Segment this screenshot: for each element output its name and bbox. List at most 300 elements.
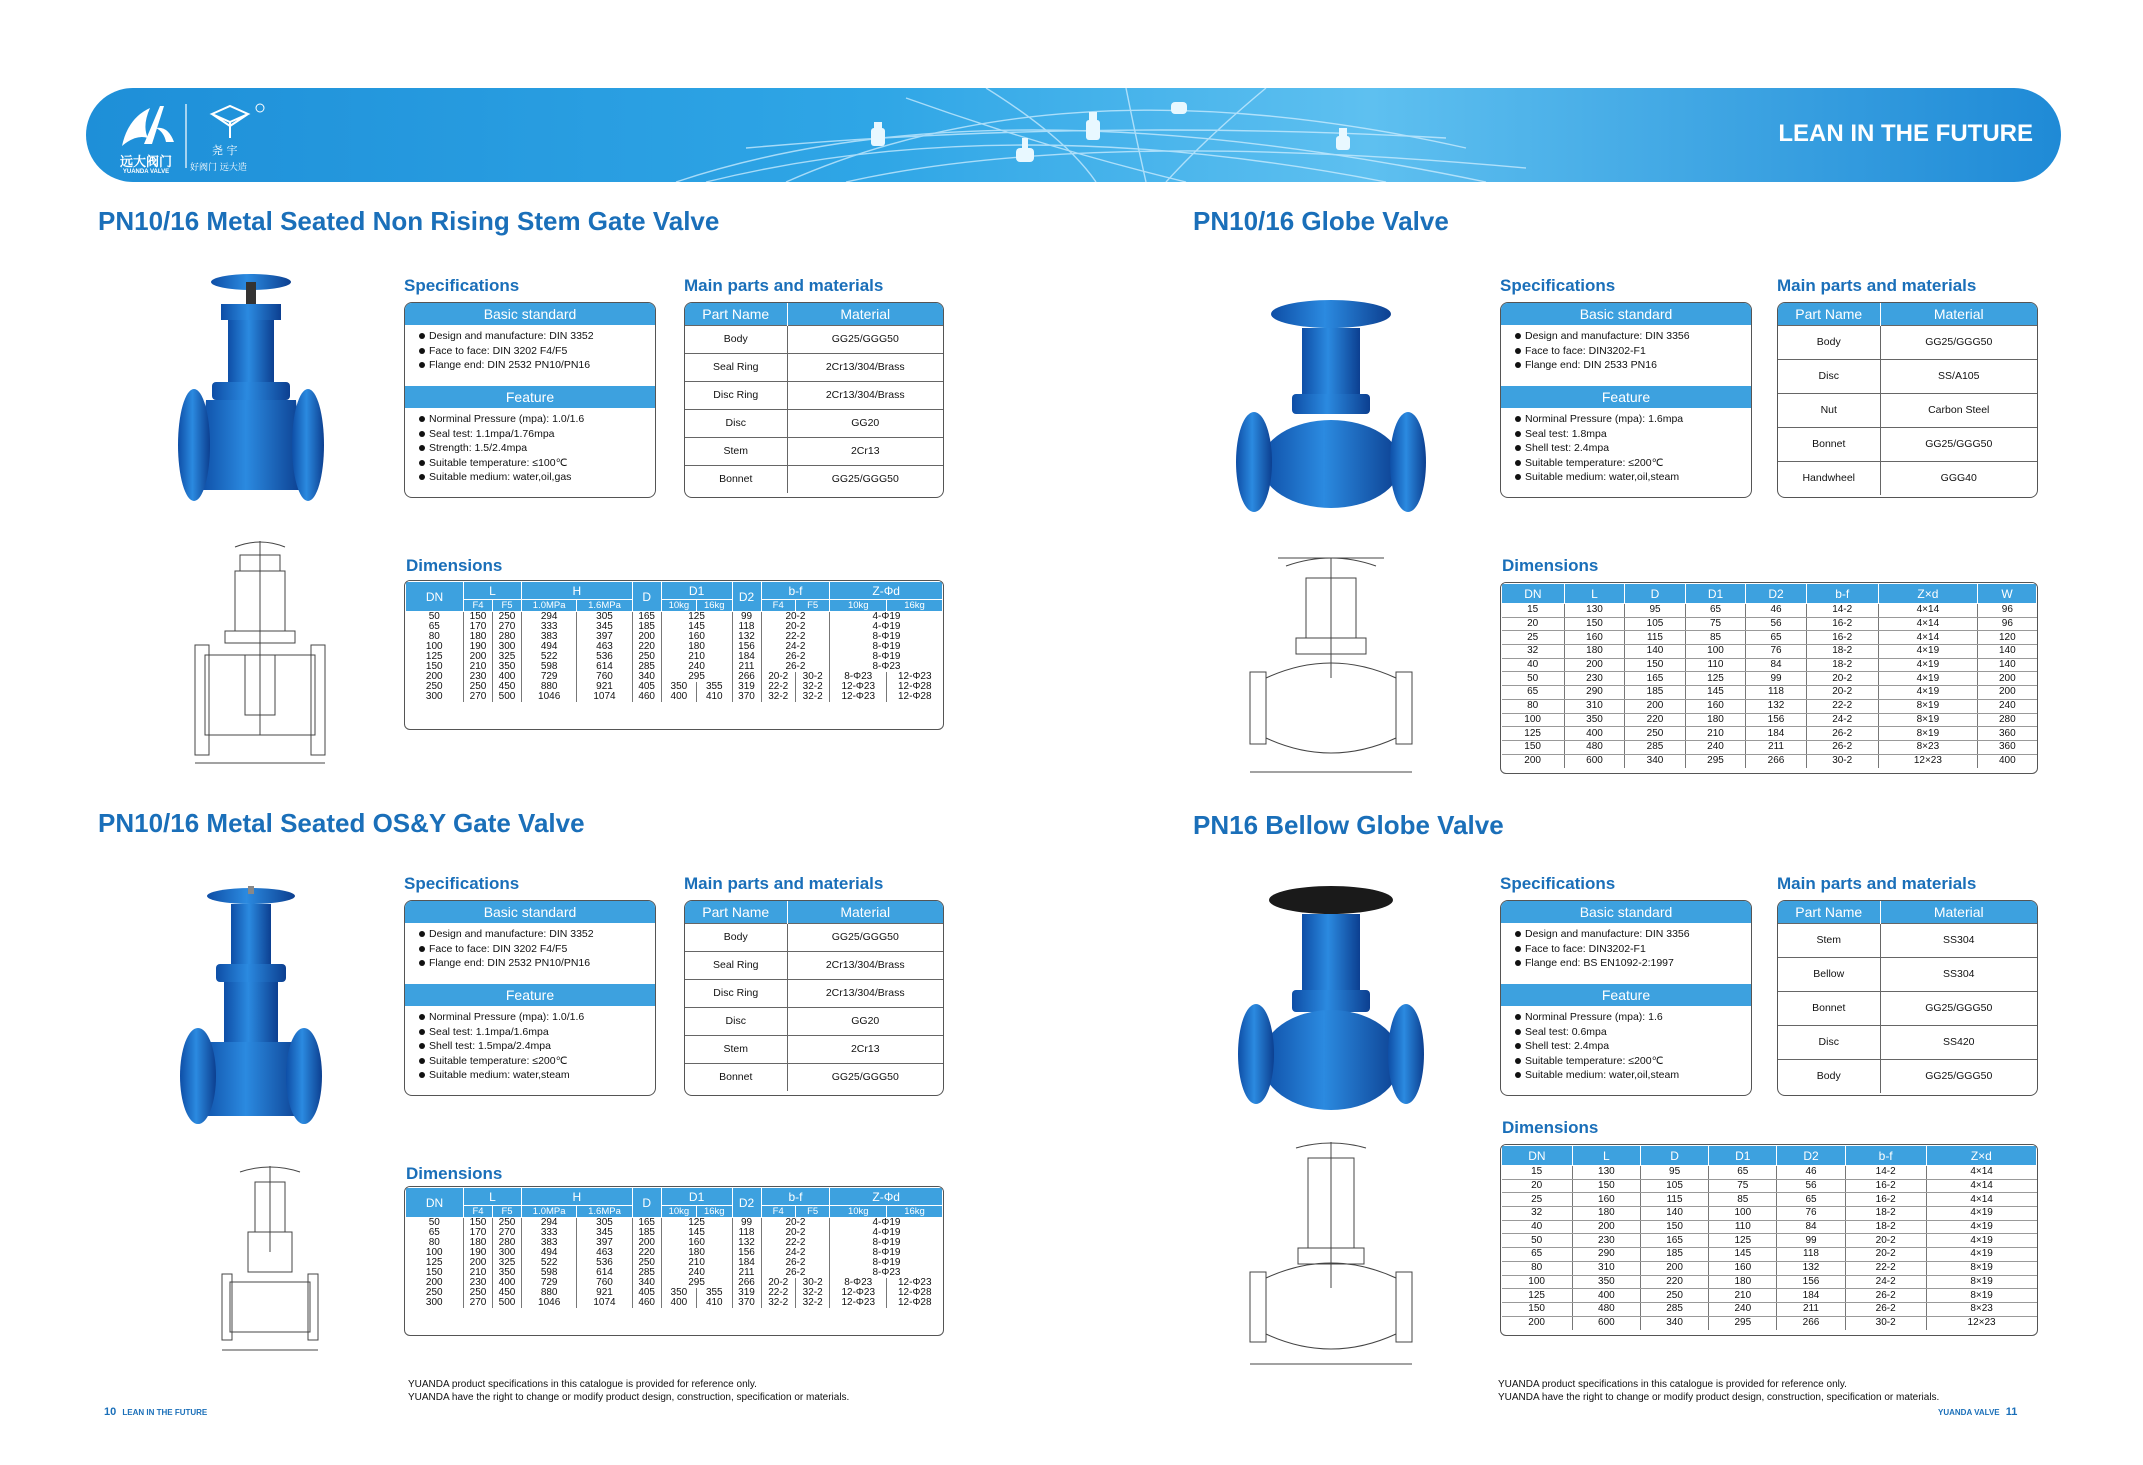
cell: 190 xyxy=(464,1248,493,1258)
basic-standard-header: Basic standard xyxy=(1501,901,1751,923)
part-material: 2Cr13 xyxy=(787,1035,943,1063)
cell: 125 xyxy=(1502,727,1565,741)
part-name: Bonnet xyxy=(685,465,787,493)
subcol: 1.6MPa xyxy=(577,600,632,612)
cell: 294 xyxy=(522,1218,577,1229)
cell: 99 xyxy=(1746,672,1807,686)
col-dn: DN xyxy=(406,1188,464,1218)
disclaimer-line: YUANDA have the right to change or modify product design, construction, specification or materials. xyxy=(1498,1392,1940,1403)
globe-parts-table xyxy=(1777,302,2038,498)
cell: 156 xyxy=(732,642,761,652)
cell: 211 xyxy=(732,1268,761,1278)
col-material: Material xyxy=(1880,303,2037,325)
cell: 26-2 xyxy=(1845,1289,1926,1303)
banner-slogan: LEAN IN THE FUTURE xyxy=(1778,120,2033,147)
col-part-name: Part Name xyxy=(1778,901,1880,923)
cell: 270 xyxy=(464,692,493,702)
cell: 32 xyxy=(1502,1207,1573,1221)
cell: 345 xyxy=(577,1228,632,1238)
cell: 729 xyxy=(522,1278,577,1288)
col-header: D xyxy=(1625,584,1686,604)
part-material: SS/A105 xyxy=(1880,359,2037,393)
cell: 65 xyxy=(428,1227,440,1238)
subcol: 10kg xyxy=(661,600,696,612)
page-number: 11 xyxy=(2005,1406,2018,1418)
cell: 319 xyxy=(732,682,761,692)
cell: 494 xyxy=(522,642,577,652)
part-material: 2Cr13/304/Brass xyxy=(787,381,943,409)
cell: 266 xyxy=(1746,754,1807,768)
cell: 160 xyxy=(661,632,732,642)
cell: 200 xyxy=(1528,1317,1545,1329)
cell: 145 xyxy=(1709,1248,1777,1262)
cell: 294 xyxy=(522,612,577,623)
cell: 310 xyxy=(1564,699,1625,713)
cell: 4×19 xyxy=(1878,672,1978,686)
feature-header: Feature xyxy=(1501,984,1751,1006)
cell: 56 xyxy=(1777,1179,1845,1193)
cell: 12-Φ23 xyxy=(887,672,943,682)
col-zd: Z-Φd xyxy=(830,1188,943,1206)
cell: 295 xyxy=(661,1278,732,1288)
cell: 12-Φ23 xyxy=(830,1288,887,1298)
cell: 210 xyxy=(661,1258,732,1268)
cell: 95 xyxy=(1640,1166,1708,1180)
cell: 185 xyxy=(632,622,661,632)
page-number: 10 xyxy=(104,1406,117,1418)
cell: 333 xyxy=(522,622,577,632)
cell: 20-2 xyxy=(761,1218,830,1229)
cell: 184 xyxy=(1746,727,1807,741)
cell: 460 xyxy=(632,1298,661,1308)
cell: 18-2 xyxy=(1806,658,1878,672)
cell: 180 xyxy=(1685,713,1746,727)
cell: 150 xyxy=(464,1218,493,1229)
cell: 132 xyxy=(1777,1261,1845,1275)
brand-name-cn: 远大阀门 xyxy=(119,154,172,169)
cell: 614 xyxy=(577,1268,632,1278)
subcol: F5 xyxy=(795,600,829,612)
cell: 150 xyxy=(1564,617,1625,631)
cell: 8×19 xyxy=(1878,699,1978,713)
cell: 125 xyxy=(425,651,443,662)
cell: 40 xyxy=(1502,658,1565,672)
cell: 285 xyxy=(1625,740,1686,754)
col-material: Material xyxy=(1880,901,2037,923)
table-row xyxy=(1502,740,2037,754)
col-material: Material xyxy=(787,901,943,923)
part-material: GG25/GGG50 xyxy=(1880,1059,2037,1093)
part-material: GG25/GGG50 xyxy=(787,325,943,353)
cell: 8-Φ19 xyxy=(830,652,943,662)
cell: 250 xyxy=(632,652,661,662)
cell: 25 xyxy=(1502,631,1565,645)
col-d: D xyxy=(632,1188,661,1218)
cell: 4-Φ19 xyxy=(830,1218,943,1229)
cell: 410 xyxy=(697,692,732,702)
cell: 200 xyxy=(464,1258,493,1268)
cell: 522 xyxy=(522,652,577,662)
cell: 300 xyxy=(425,1297,443,1308)
feature-item: Suitable medium: water,oil,steam xyxy=(1515,1068,1751,1083)
bellow-dimensions-table xyxy=(1500,1144,2038,1336)
spec-item: Flange end: DIN 2533 PN16 xyxy=(1515,358,1751,373)
cell: 8×19 xyxy=(1926,1289,2036,1303)
table-row xyxy=(406,622,943,632)
cell: 4×19 xyxy=(1878,686,1978,700)
table-row xyxy=(1502,1220,2037,1234)
cell: 8-Φ23 xyxy=(830,1278,887,1288)
gate2-title: PN10/16 Metal Seated OS&Y Gate Valve xyxy=(98,808,585,838)
cell: 8-Φ19 xyxy=(830,1248,943,1258)
feature-header: Feature xyxy=(1501,386,1751,408)
cell: 230 xyxy=(1564,672,1625,686)
cell: 360 xyxy=(1978,727,2037,741)
table-row xyxy=(1502,686,2037,700)
cell: 1046 xyxy=(522,1298,577,1308)
col-header: L xyxy=(1564,584,1625,604)
cell: 16-2 xyxy=(1806,631,1878,645)
cell: 18-2 xyxy=(1806,645,1878,659)
cell: 598 xyxy=(522,662,577,672)
part-material: GG25/GGG50 xyxy=(1880,427,2037,461)
cell: 305 xyxy=(577,612,632,623)
cell: 463 xyxy=(577,1248,632,1258)
cell: 240 xyxy=(1978,699,2037,713)
cell: 8-Φ23 xyxy=(830,672,887,682)
gate1-parts-table xyxy=(684,302,944,498)
part-name: Nut xyxy=(1778,393,1880,427)
part-name: Disc Ring xyxy=(685,979,787,1007)
bellow-title: PN16 Bellow Globe Valve xyxy=(1193,810,1504,840)
cell: 200 xyxy=(1625,699,1686,713)
cell: 100 xyxy=(425,1247,443,1258)
table-row xyxy=(1502,754,2037,768)
col-bf: b-f xyxy=(761,1188,830,1206)
cell: 132 xyxy=(732,632,761,642)
cell: 120 xyxy=(1978,631,2037,645)
cell: 150 xyxy=(1625,658,1686,672)
part-material: GG25/GGG50 xyxy=(1880,991,2037,1025)
part-material: SS304 xyxy=(1880,923,2037,957)
cell: 25 xyxy=(1502,1193,1573,1207)
cell: 880 xyxy=(522,1288,577,1298)
cell: 8×19 xyxy=(1926,1261,2036,1275)
subcol: 1.0MPa xyxy=(522,600,577,612)
cell: 46 xyxy=(1746,604,1807,618)
cell: 65 xyxy=(1502,1248,1573,1262)
cell: 125 xyxy=(661,612,732,623)
part-name: Disc xyxy=(1778,1025,1880,1059)
cell: 145 xyxy=(1685,686,1746,700)
table-row xyxy=(406,1258,943,1268)
cell: 84 xyxy=(1777,1220,1845,1234)
table-row xyxy=(406,1228,943,1238)
cell: 340 xyxy=(1625,754,1686,768)
cell: 240 xyxy=(1685,740,1746,754)
part-name: Body xyxy=(1778,1059,1880,1093)
gate2-feature-box xyxy=(404,984,656,1096)
cell: 30-2 xyxy=(795,1278,829,1288)
cell: 110 xyxy=(1709,1220,1777,1234)
cell: 300 xyxy=(425,691,443,702)
spec-item: Flange end: BS EN1092-2:1997 xyxy=(1515,956,1751,971)
cell: 200 xyxy=(632,632,661,642)
col-part-name: Part Name xyxy=(685,303,787,325)
globe-parts-heading: Main parts and materials xyxy=(1777,276,1977,295)
feature-item: Norminal Pressure (mpa): 1.6mpa xyxy=(1515,412,1751,427)
subcol: F5 xyxy=(493,600,522,612)
cell: 165 xyxy=(632,1218,661,1229)
cell: 410 xyxy=(697,1298,732,1308)
cell: 300 xyxy=(493,1248,522,1258)
cell: 250 xyxy=(425,681,443,692)
cell: 360 xyxy=(1978,740,2037,754)
cell: 65 xyxy=(1709,1166,1777,1180)
table-row xyxy=(406,1248,943,1258)
gate2-parts-heading: Main parts and materials xyxy=(684,874,884,893)
cell: 760 xyxy=(577,1278,632,1288)
table-row xyxy=(1502,1166,2037,1180)
cell: 355 xyxy=(697,682,732,692)
cell: 30-2 xyxy=(1806,754,1878,768)
col-part-name: Part Name xyxy=(1778,303,1880,325)
cell: 211 xyxy=(732,662,761,672)
cell: 4×14 xyxy=(1878,617,1978,631)
cell: 110 xyxy=(1685,658,1746,672)
cell: 180 xyxy=(661,642,732,652)
table-row xyxy=(1502,1179,2037,1193)
cell: 370 xyxy=(732,692,761,702)
part-name: Seal Ring xyxy=(685,951,787,979)
cell: 460 xyxy=(632,692,661,702)
cell: 350 xyxy=(1572,1275,1640,1289)
gate1-parts-heading: Main parts and materials xyxy=(684,276,884,295)
cell: 180 xyxy=(464,1238,493,1248)
cell: 100 xyxy=(1502,713,1565,727)
spec-item: Face to face: DIN3202-F1 xyxy=(1515,942,1751,957)
gate-valve-photo xyxy=(176,270,326,530)
part-material: GG25/GGG50 xyxy=(787,465,943,493)
gate1-specs-heading: Specifications xyxy=(404,276,520,295)
cell: 12-Φ23 xyxy=(830,682,887,692)
table-row xyxy=(406,652,943,662)
cell: 185 xyxy=(1640,1248,1708,1262)
table-row xyxy=(1502,699,2037,713)
svg-text:好阀门 远大造: 好阀门 远大造 xyxy=(190,163,247,173)
cell: 20-2 xyxy=(761,672,795,682)
part-name: Disc xyxy=(685,409,787,437)
cell: 405 xyxy=(632,1288,661,1298)
cell: 12-Φ28 xyxy=(887,1288,943,1298)
cell: 500 xyxy=(493,692,522,702)
cell: 4×14 xyxy=(1926,1166,2036,1180)
cell: 16-2 xyxy=(1845,1179,1926,1193)
page-number-right xyxy=(1938,1406,2017,1418)
subcol: F4 xyxy=(464,1206,493,1218)
osy-gate-valve-section-drawing xyxy=(210,1162,330,1362)
cell: 350 xyxy=(661,682,696,692)
table-row xyxy=(1502,1261,2037,1275)
cell: 295 xyxy=(1685,754,1746,768)
col-header: Z×d xyxy=(1878,584,1978,604)
cell: 405 xyxy=(632,682,661,692)
col-header: D1 xyxy=(1685,584,1746,604)
cell: 160 xyxy=(1685,699,1746,713)
subcol: 16kg xyxy=(697,1206,732,1218)
part-material: GG25/GGG50 xyxy=(787,923,943,951)
cell: 210 xyxy=(1709,1289,1777,1303)
feature-item: Norminal Pressure (mpa): 1.0/1.6 xyxy=(419,1010,655,1025)
cell: 1074 xyxy=(577,692,632,702)
cell: 140 xyxy=(1978,645,2037,659)
cell: 760 xyxy=(577,672,632,682)
cell: 22-2 xyxy=(761,1238,830,1248)
gate-valve-section-drawing xyxy=(185,535,335,775)
feature-item: Suitable temperature: ≤200℃ xyxy=(1515,456,1751,471)
cell: 280 xyxy=(493,1238,522,1248)
cell: 921 xyxy=(577,682,632,692)
cell: 165 xyxy=(1625,672,1686,686)
cell: 80 xyxy=(428,1237,440,1248)
cell: 250 xyxy=(493,612,522,623)
feature-item: Suitable temperature: ≤200℃ xyxy=(1515,1054,1751,1069)
table-row xyxy=(1502,1275,2037,1289)
cell: 20-2 xyxy=(761,1278,795,1288)
cell: 210 xyxy=(1685,727,1746,741)
cell: 450 xyxy=(493,682,522,692)
table-row xyxy=(406,1218,943,1229)
table-row xyxy=(1502,1193,2037,1207)
cell: 600 xyxy=(1564,754,1625,768)
cell: 250 xyxy=(1640,1289,1708,1303)
cell: 76 xyxy=(1746,645,1807,659)
table-row xyxy=(406,632,943,642)
cell: 32-2 xyxy=(795,692,829,702)
cell: 50 xyxy=(428,1217,440,1228)
footer-brand: YUANDA VALVE xyxy=(1938,1408,2000,1417)
cell: 85 xyxy=(1709,1193,1777,1207)
cell: 12-Φ28 xyxy=(887,692,943,702)
globe-network-decoration xyxy=(86,88,2061,182)
cell: 210 xyxy=(661,652,732,662)
cell: 600 xyxy=(1572,1316,1640,1330)
cell: 345 xyxy=(577,622,632,632)
part-material: 2Cr13/304/Brass xyxy=(787,951,943,979)
basic-standard-header: Basic standard xyxy=(1501,303,1751,325)
table-row xyxy=(406,692,943,702)
table-row xyxy=(1502,645,2037,659)
cell: 18-2 xyxy=(1845,1220,1926,1234)
table-row xyxy=(1502,1289,2037,1303)
col-header: b-f xyxy=(1806,584,1878,604)
col-header: Z×d xyxy=(1926,1146,2036,1166)
globe-dimensions-heading: Dimensions xyxy=(1502,556,1599,575)
cell: 24-2 xyxy=(761,1248,830,1258)
col-l: L xyxy=(464,1188,522,1206)
cell: 125 xyxy=(1502,1289,1573,1303)
feature-item: Seal test: 1.8mpa xyxy=(1515,427,1751,442)
cell: 80 xyxy=(1502,699,1565,713)
cell: 290 xyxy=(1572,1248,1640,1262)
cell: 26-2 xyxy=(1806,727,1878,741)
cell: 4×19 xyxy=(1926,1234,2036,1248)
part-material: GG25/GGG50 xyxy=(1880,325,2037,359)
part-name: Body xyxy=(1778,325,1880,359)
cell: 65 xyxy=(1685,604,1746,618)
col-h: H xyxy=(522,582,633,600)
cell: 24-2 xyxy=(1845,1275,1926,1289)
cell: 140 xyxy=(1640,1207,1708,1221)
cell: 180 xyxy=(1572,1207,1640,1221)
cell: 180 xyxy=(464,632,493,642)
col-part-name: Part Name xyxy=(685,901,787,923)
cell: 99 xyxy=(732,1218,761,1229)
gate2-dimensions-heading: Dimensions xyxy=(406,1164,503,1183)
cell: 200 xyxy=(464,652,493,662)
col-header: DN xyxy=(1502,1146,1573,1166)
cell: 150 xyxy=(1572,1179,1640,1193)
cell: 598 xyxy=(522,1268,577,1278)
cell: 96 xyxy=(1978,604,2037,618)
cell: 184 xyxy=(732,1258,761,1268)
cell: 305 xyxy=(577,1218,632,1229)
cell: 20-2 xyxy=(1806,672,1878,686)
cell: 132 xyxy=(1746,699,1807,713)
cell: 280 xyxy=(1978,713,2037,727)
cell: 118 xyxy=(732,622,761,632)
part-material: SS420 xyxy=(1880,1025,2037,1059)
cell: 340 xyxy=(1640,1316,1708,1330)
cell: 200 xyxy=(1978,686,2037,700)
gate2-specs-heading: Specifications xyxy=(404,874,520,893)
spec-item: Face to face: DIN 3202 F4/F5 xyxy=(419,344,655,359)
cell: 350 xyxy=(661,1288,696,1298)
cell: 16-2 xyxy=(1845,1193,1926,1207)
disclaimer-left xyxy=(408,1378,849,1404)
cell: 185 xyxy=(1625,686,1686,700)
spec-item: Flange end: DIN 2532 PN10/PN16 xyxy=(419,956,655,971)
cell: 4×19 xyxy=(1878,658,1978,672)
cell: 325 xyxy=(493,1258,522,1268)
feature-header: Feature xyxy=(405,386,655,408)
cell: 96 xyxy=(1978,617,2037,631)
cell: 355 xyxy=(697,1288,732,1298)
cell: 340 xyxy=(632,672,661,682)
part-name: Body xyxy=(685,923,787,951)
basic-standard-header: Basic standard xyxy=(405,303,655,325)
col-dn: DN xyxy=(406,582,464,612)
cell: 50 xyxy=(428,611,440,622)
cell: 370 xyxy=(732,1298,761,1308)
cell: 463 xyxy=(577,642,632,652)
cell: 4-Φ19 xyxy=(830,612,943,623)
cell: 184 xyxy=(1777,1289,1845,1303)
globe-valve-photo xyxy=(1236,294,1426,524)
cell: 145 xyxy=(661,622,732,632)
cell: 100 xyxy=(425,641,443,652)
cell: 211 xyxy=(1746,740,1807,754)
cell: 250 xyxy=(464,1288,493,1298)
col-d1: D1 xyxy=(661,1188,732,1206)
col-header: b-f xyxy=(1845,1146,1926,1166)
spec-item: Design and manufacture: DIN 3356 xyxy=(1515,927,1751,942)
cell: 240 xyxy=(1709,1302,1777,1316)
cell: 26-2 xyxy=(761,652,830,662)
bellow-parts-table xyxy=(1777,900,2038,1096)
col-header: D xyxy=(1640,1146,1708,1166)
cell: 156 xyxy=(1777,1275,1845,1289)
